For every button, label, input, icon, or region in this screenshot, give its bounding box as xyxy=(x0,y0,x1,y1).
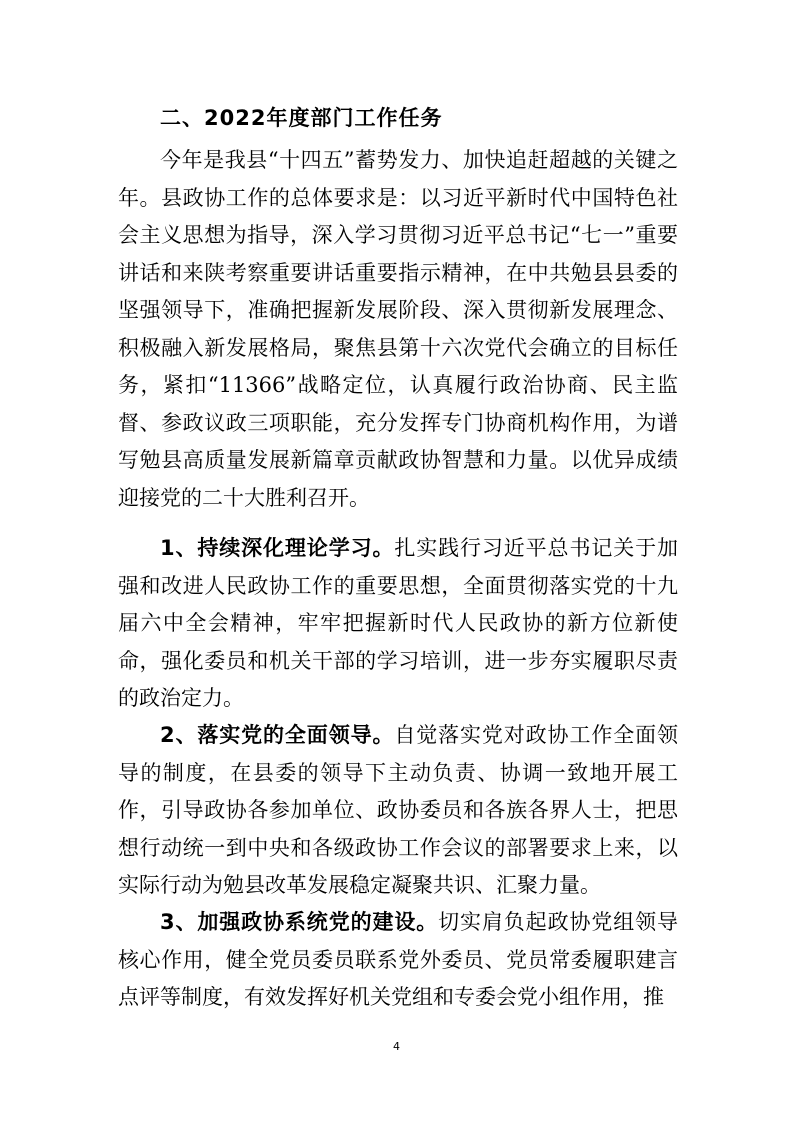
paragraph-text: 扎实践行习近平总书记关于加强和改进人民政协工作的重要思想，全面贯彻落实党的十九届六中全会精神，牢牢把握新时代人民政协的新方位新使命，强化委员和机关干部的学习培训，进一步夯实履职尽责的政治定力。 xyxy=(118,536,678,710)
paragraph-task-2 xyxy=(118,717,678,905)
paragraph-lead: 1、持续深化理论学习。 xyxy=(160,536,395,560)
paragraph-text: 切实肩负起政协党组领导核心作用，健全党员委员联系党外委员、党员常委履职建言点评等制度，有效发挥好机关党组和专委会党小组作用，推 xyxy=(118,910,678,1009)
paragraph-intro xyxy=(118,142,678,517)
section-heading: 二、2022年度部门工作任务 xyxy=(160,106,443,130)
paragraph-lead: 2、落实党的全面领导。 xyxy=(160,723,395,747)
paragraph-task-3 xyxy=(118,904,678,1017)
page-number: 4 xyxy=(393,1040,400,1053)
paragraph-text: 自觉落实党对政协工作全面领导的制度，在县委的领导下主动负责、协调一致地开展工作，引导政协各参加单位、政协委员和各族各界人士，把思想行动统一到中央和各级政协工作会议的部署要求上来，以实际行动为勉县改革发展稳定凝聚共识、汇聚力量。 xyxy=(118,723,678,897)
paragraph-task-1 xyxy=(118,530,678,718)
paragraph-text: 今年是我县“十四五”蓄势发力、加快追赶超越的关键之年。县政协工作的总体要求是：以习近平新时代中国特色社会主义思想为指导，深入学习贯彻习近平总书记“七一”重要讲话和来陕考察重要讲话重要指示精神，在中共勉县县委的坚强领导下，准确把握新发展阶段、深入贯彻新发展理念、积极融入新发展格局，聚焦县第十六次党代会确立的目标任务，紧扣“11366”战略定位，认真履行政治协商、民主监督、参政议政三项职能，充分发挥专门协商机构作用，为谱写勉县高质量发展新篇章贡献政协智慧和力量。以优异成绩迎接党的二十大胜利召开。 xyxy=(118,148,678,510)
paragraph-lead: 3、加强政协系统党的建设。 xyxy=(160,910,439,934)
